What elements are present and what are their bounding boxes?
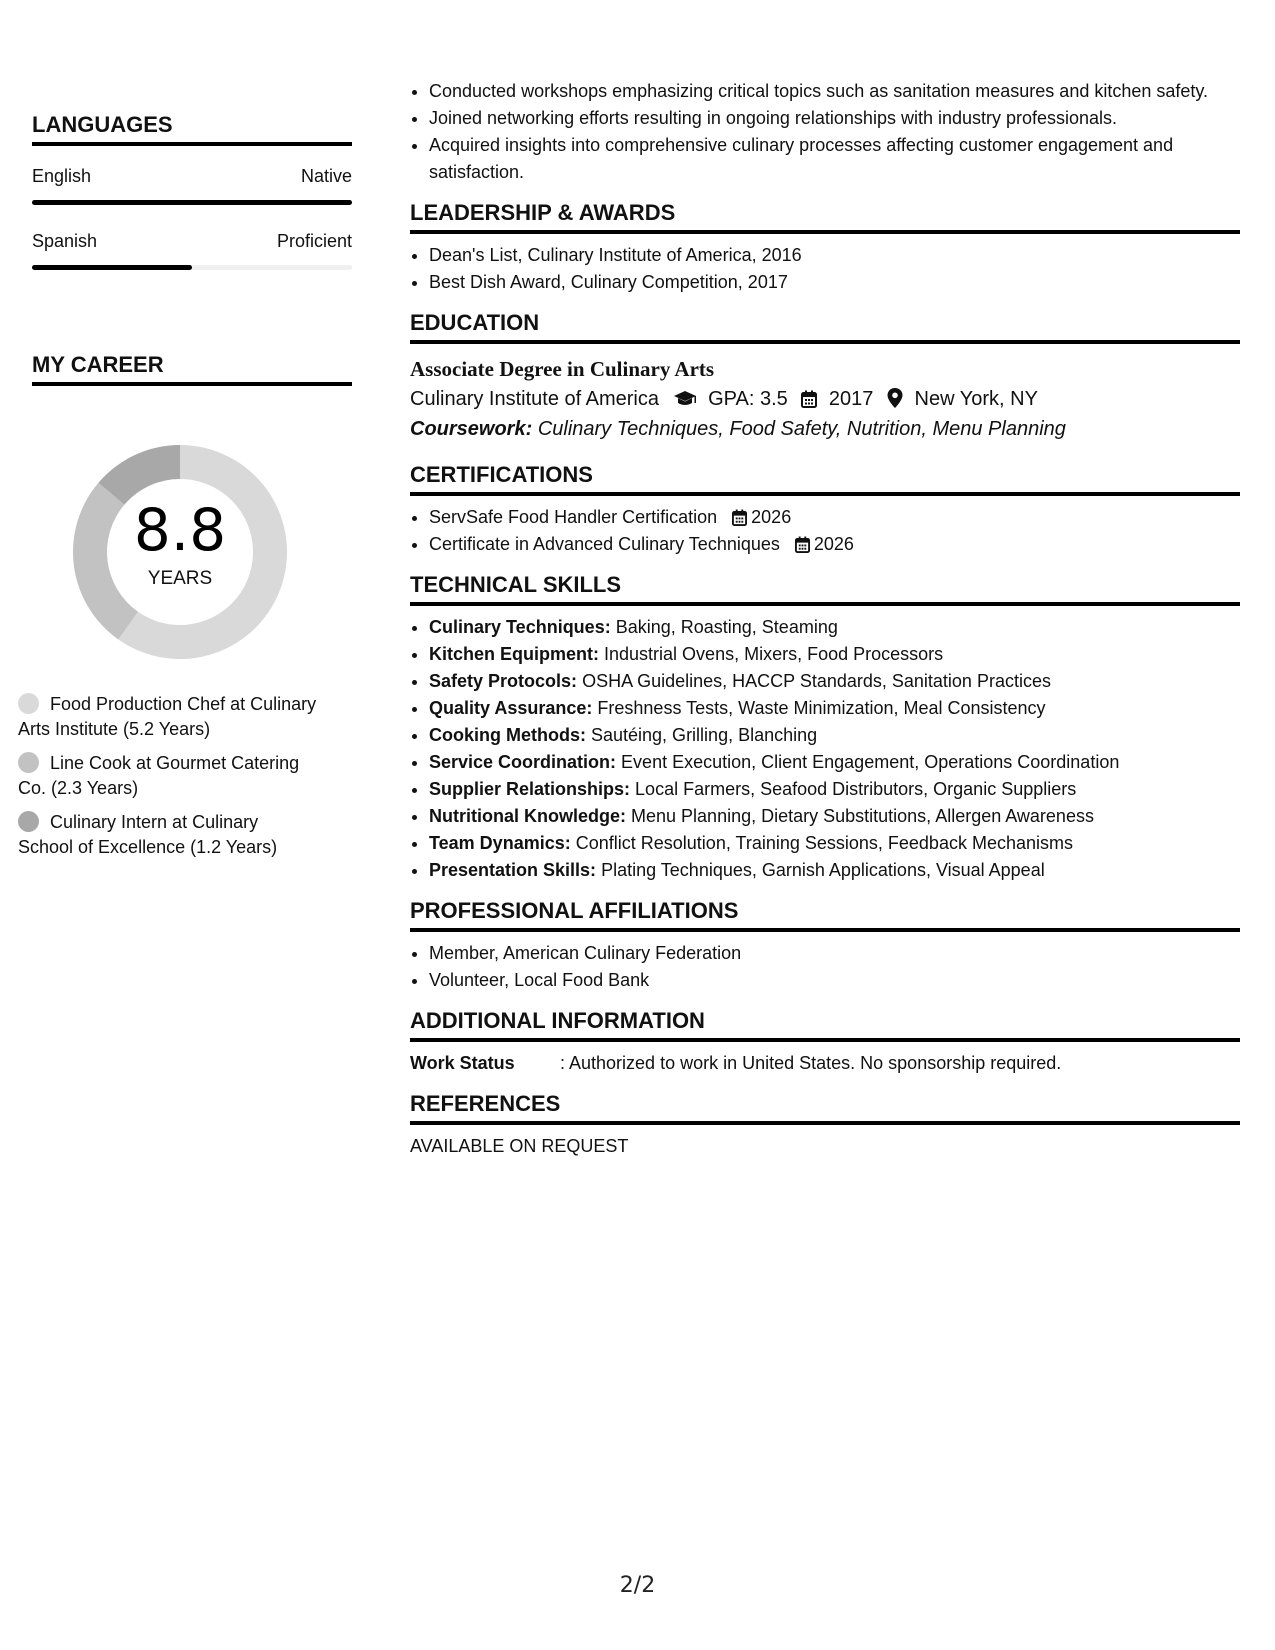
career-donut-chart xyxy=(60,432,300,672)
calendar-icon xyxy=(732,509,747,526)
legend-dot-icon xyxy=(18,811,39,832)
language-level: Proficient xyxy=(276,231,352,251)
language-name: Spanish xyxy=(32,231,98,251)
references-heading: REFERENCES xyxy=(410,1091,1240,1125)
certification-year: 2026 xyxy=(751,507,792,527)
skill-value: Conflict Resolution, Training Sessions, Feedback Mechanisms xyxy=(575,833,1073,853)
languages-section xyxy=(32,112,352,270)
education-details xyxy=(410,384,1240,414)
skill-value: Plating Techniques, Garnish Applications, Visual Appeal xyxy=(601,860,1045,880)
work-status-row xyxy=(410,1050,1240,1077)
skill-item xyxy=(429,668,1240,695)
certification-name: Certificate in Advanced Culinary Techniques xyxy=(429,534,780,554)
list-item: • Conducted workshops emphasizing critical topics such as sanitation measures and kitchen safety. xyxy=(429,78,1240,105)
education-year: 2017 xyxy=(828,388,874,410)
career-heading: MY CAREER xyxy=(32,352,352,386)
language-bar xyxy=(32,265,352,270)
education-degree: Associate Degree in Culinary Arts xyxy=(410,357,715,381)
skill-item xyxy=(429,614,1240,641)
education-heading: EDUCATION xyxy=(410,310,1240,344)
career-total-years: 8.8 xyxy=(133,496,227,564)
skill-label: Quality Assurance: xyxy=(429,698,593,718)
additional-info-heading: ADDITIONAL INFORMATION xyxy=(410,1008,1240,1042)
certification-item xyxy=(429,504,1240,531)
skill-value: Baking, Roasting, Steaming xyxy=(615,617,838,637)
list-item: • Dean's List, Culinary Institute of America, 2016 xyxy=(429,242,1240,269)
coursework-value: Culinary Techniques, Food Safety, Nutrition, Menu Planning xyxy=(537,418,1066,440)
work-status-value: : Authorized to work in United States. No sponsorship required. xyxy=(560,1053,1062,1073)
career-legend-item xyxy=(18,692,318,742)
legend-dot-icon xyxy=(18,693,39,714)
career-role-label: Food Production Chef at Culinary Arts Institute (5.2 Years) xyxy=(18,694,317,739)
affiliations-heading: PROFESSIONAL AFFILIATIONS xyxy=(410,898,1240,932)
skill-value: Local Farmers, Seafood Distributors, Organic Suppliers xyxy=(635,779,1077,799)
certification-name: ServSafe Food Handler Certification xyxy=(429,507,718,527)
location-pin-icon xyxy=(887,388,903,408)
skill-label: Service Coordination: xyxy=(429,752,617,772)
skill-item xyxy=(429,857,1240,884)
leadership-list xyxy=(410,242,1240,296)
leadership-heading: LEADERSHIP & AWARDS xyxy=(410,200,1240,234)
career-legend xyxy=(18,692,318,869)
certifications-heading: CERTIFICATIONS xyxy=(410,462,1240,496)
skill-item xyxy=(429,830,1240,857)
career-legend-item xyxy=(18,810,318,860)
graduation-cap-icon xyxy=(673,390,697,408)
language-bar-fill xyxy=(32,265,192,270)
skills-heading: TECHNICAL SKILLS xyxy=(410,572,1240,606)
skill-item xyxy=(429,722,1240,749)
certifications-list xyxy=(410,504,1240,558)
work-status-label: Work Status xyxy=(410,1053,515,1073)
language-level: Native xyxy=(300,166,352,186)
calendar-icon xyxy=(795,536,810,553)
list-item: • Member, American Culinary Federation xyxy=(429,940,1240,967)
skill-value: OSHA Guidelines, HACCP Standards, Sanitation Practices xyxy=(582,671,1051,691)
donut-segment-2 xyxy=(73,483,138,640)
education-location: New York, NY xyxy=(914,388,1038,410)
skill-value: Event Execution, Client Engagement, Operations Coordination xyxy=(621,752,1120,772)
skill-label: Nutritional Knowledge: xyxy=(429,806,626,826)
career-section xyxy=(32,352,352,386)
skill-label: Kitchen Equipment: xyxy=(429,644,599,664)
list-item: • Best Dish Award, Culinary Competition, 2017 xyxy=(429,269,1240,296)
skill-label: Supplier Relationships: xyxy=(429,779,631,799)
affiliations-list xyxy=(410,940,1240,994)
list-item: • Joined networking efforts resulting in ongoing relationships with industry professionals. xyxy=(429,105,1240,132)
language-bar xyxy=(32,200,352,205)
page-number: 2/2 xyxy=(619,1573,656,1598)
skill-item xyxy=(429,641,1240,668)
skill-label: Cooking Methods: xyxy=(429,725,586,745)
references-text: AVAILABLE ON REQUEST xyxy=(410,1136,629,1156)
skill-label: Presentation Skills: xyxy=(429,860,597,880)
skill-item xyxy=(429,695,1240,722)
skill-value: Freshness Tests, Waste Minimization, Meal Consistency xyxy=(597,698,1046,718)
list-item: • Volunteer, Local Food Bank xyxy=(429,967,1240,994)
language-name: English xyxy=(32,166,92,186)
list-item: • Acquired insights into comprehensive culinary processes affecting customer engagement and satisfaction. xyxy=(429,132,1240,186)
skill-value: Menu Planning, Dietary Substitutions, Allergen Awareness xyxy=(631,806,1094,826)
skill-label: Safety Protocols: xyxy=(429,671,578,691)
education-gpa: GPA: 3.5 xyxy=(708,388,788,410)
education-school: Culinary Institute of America xyxy=(410,388,659,410)
certification-year: 2026 xyxy=(813,534,854,554)
career-total-unit: YEARS xyxy=(147,568,213,589)
skill-label: Culinary Techniques: xyxy=(429,617,611,637)
skill-item xyxy=(429,803,1240,830)
skill-label: Team Dynamics: xyxy=(429,833,571,853)
skill-item xyxy=(429,776,1240,803)
skill-value: Sautéing, Grilling, Blanching xyxy=(591,725,818,745)
languages-heading: LANGUAGES xyxy=(32,112,352,146)
language-bar-fill xyxy=(32,200,352,205)
language-item xyxy=(32,166,352,205)
career-role-label: Line Cook at Gourmet Catering Co. (2.3 Years) xyxy=(18,753,300,798)
education-coursework xyxy=(410,414,1240,444)
coursework-label: Coursework: xyxy=(410,418,533,440)
right-column xyxy=(410,78,1240,1160)
career-role-label: Culinary Intern at Culinary School of Excellence (1.2 Years) xyxy=(18,812,278,857)
legend-dot-icon xyxy=(18,752,39,773)
skill-value: Industrial Ovens, Mixers, Food Processors xyxy=(604,644,944,664)
skills-list xyxy=(410,614,1240,884)
language-item xyxy=(32,231,352,270)
career-legend-item xyxy=(18,751,318,801)
skill-item xyxy=(429,749,1240,776)
calendar-icon xyxy=(801,390,817,408)
certification-item xyxy=(429,531,1240,558)
experience-bullets xyxy=(410,78,1240,186)
